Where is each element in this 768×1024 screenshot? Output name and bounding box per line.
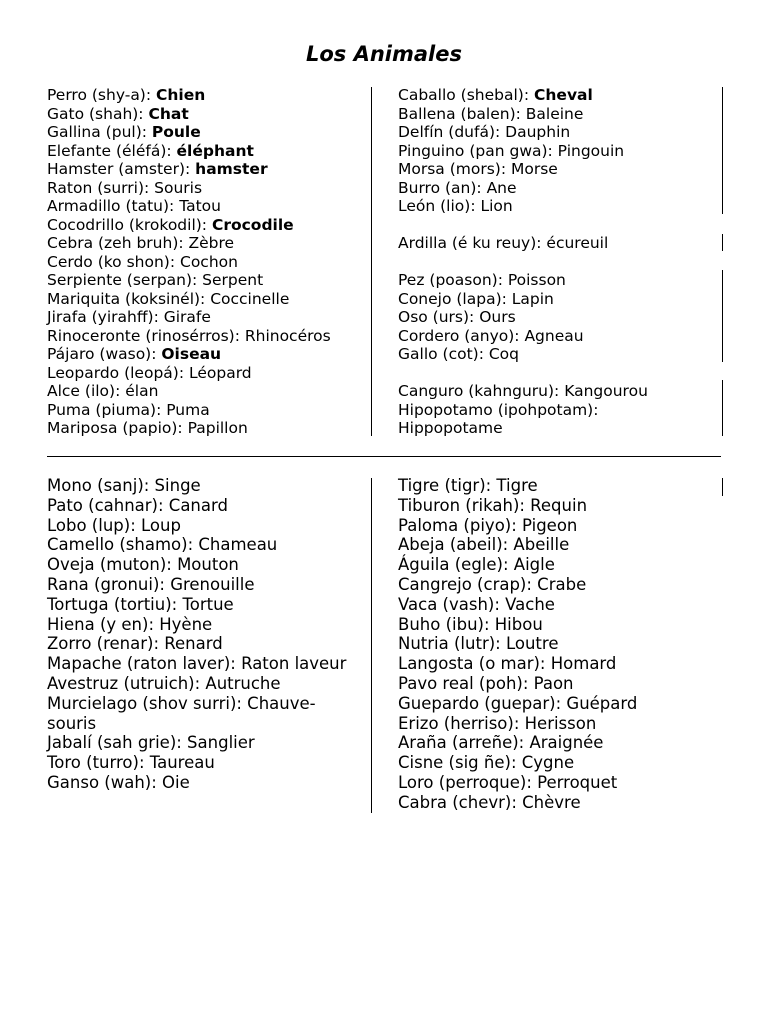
vocab-item	[398, 476, 637, 496]
vocab-text: Ardilla (é ku reuy): écureuil	[398, 234, 609, 252]
vocab-text: Oveja (muton): Mouton	[47, 555, 239, 575]
vocab-text: Mariquita (koksinél): Coccinelle	[47, 289, 290, 308]
vocab-item	[398, 753, 637, 773]
vocab-text: Loro (perroque): Perroquet	[398, 772, 618, 792]
vocab-item	[398, 595, 637, 615]
vocab-item	[47, 753, 347, 773]
french-word: Crocodile	[211, 215, 294, 234]
vocab-item	[47, 419, 331, 438]
vocab-text: Cangrejo (crap): Crabe	[398, 574, 587, 594]
vocab-item	[398, 793, 637, 813]
vocab-item	[398, 123, 648, 142]
vocab-text: Zorro (renar): Renard	[47, 634, 223, 654]
vocab-text: Leopardo (leopá): Léopard	[47, 363, 252, 382]
vocab-text: Cabra (chevr): Chèvre	[398, 792, 581, 812]
vocab-text: Cocodrillo (krokodil):	[47, 215, 212, 234]
vocab-text: Ganso (wah): Oie	[47, 772, 190, 792]
vocab-text: Serpiente (serpan): Serpent	[47, 271, 264, 289]
vocab-item	[398, 516, 637, 536]
vocab-text: Raton (surri): Souris	[47, 178, 203, 197]
vocab-text: Oso (urs): Ours	[398, 308, 516, 326]
spacer	[398, 364, 648, 383]
vocab-item	[47, 535, 347, 555]
vocab-text: Pinguino (pan gwa): Pingouin	[398, 141, 625, 160]
vocab-item	[47, 142, 331, 161]
vocab-text: Caballo (shebal):	[398, 86, 535, 104]
page-title: Los Animales	[305, 42, 462, 66]
vocab-item	[398, 714, 637, 734]
vocab-text: Puma (piuma): Puma	[47, 400, 210, 419]
vocab-text: Pato (cahnar): Canard	[47, 495, 228, 515]
vocab-item	[398, 773, 637, 793]
vocab-item	[398, 142, 648, 161]
vocab-text: Elefante (éléfá):	[47, 141, 177, 160]
vocab-text: Cisne (sig ñe): Cygne	[398, 753, 575, 773]
vocab-text: Jabalí (sah grie): Sanglier	[47, 733, 255, 753]
vocab-text: Canguro (kahnguru): Kangourou	[398, 382, 648, 400]
vocab-item	[398, 654, 637, 674]
vocab-item	[47, 615, 347, 635]
french-word: Oiseau	[161, 345, 222, 363]
vocab-item	[47, 123, 331, 142]
vocab-item	[47, 555, 347, 575]
vocab-item	[47, 401, 331, 420]
vocab-text: Cerdo (ko shon): Cochon	[47, 252, 238, 271]
vocab-text: Avestruz (utruich): Autruche	[47, 673, 281, 693]
vocab-text: Gato (shah):	[47, 104, 149, 123]
vocab-text: Guepardo (guepar): Guépard	[398, 693, 638, 713]
vocab-item	[47, 773, 347, 793]
vocab-item	[47, 234, 331, 253]
vocab-text: Gallina (pul):	[47, 123, 152, 141]
vocab-item	[398, 535, 637, 555]
vocab-text: Perro (shy-a):	[47, 86, 157, 104]
vocab-item	[398, 105, 648, 124]
right-border	[722, 478, 723, 496]
vocab-text: Murcielago (shov surri): Chauve-souris	[47, 693, 316, 733]
vocab-text: Lobo (lup): Loup	[47, 515, 181, 535]
vocab-item	[47, 575, 347, 595]
vocab-item	[398, 86, 648, 105]
vocab-item	[398, 234, 648, 253]
vocab-item	[47, 654, 347, 674]
vocab-text: Rana (gronui): Grenouille	[47, 574, 255, 594]
french-word: Poule	[151, 123, 201, 141]
vocab-item	[47, 290, 331, 309]
vocab-text: Camello (shamo): Chameau	[47, 535, 278, 555]
vocab-item	[47, 160, 331, 179]
vocab-item	[398, 308, 648, 327]
vocab-text: Araña (arreñe): Araignée	[398, 733, 604, 753]
vocab-text: Mariposa (papio): Papillon	[47, 419, 248, 437]
vocab-text: Morsa (mors): Morse	[398, 160, 558, 178]
spacer	[398, 216, 648, 235]
vocab-text: Toro (turro): Taureau	[47, 753, 215, 773]
vocab-item	[398, 290, 648, 309]
vocab-item	[47, 595, 347, 615]
vocab-item	[398, 345, 648, 364]
vocab-text: Erizo (herriso): Herisson	[398, 713, 597, 733]
vocab-text: Abeja (abeil): Abeille	[398, 535, 570, 555]
vocab-text: Vaca (vash): Vache	[398, 594, 555, 614]
vocab-text: Paloma (piyo): Pigeon	[398, 515, 578, 535]
vocab-item	[47, 694, 347, 734]
vocab-text: Cordero (anyo): Agneau	[398, 326, 584, 345]
vocab-item	[47, 253, 331, 272]
vocab-item	[47, 105, 331, 124]
vocab-item	[47, 382, 331, 401]
vocab-text: Hipopotamo (ipohpotam):	[398, 400, 599, 419]
vocab-text: Cebra (zeh bruh): Zèbre	[47, 234, 235, 252]
right-border	[722, 234, 723, 251]
right-border	[722, 380, 723, 436]
french-word: Cheval	[534, 86, 593, 104]
vocab-text: Burro (an): Ane	[398, 178, 517, 197]
section2-right-column	[398, 476, 637, 813]
vocab-item	[398, 327, 648, 346]
vocab-text: Pez (poason): Poisson	[398, 271, 566, 289]
french-word: Chien	[156, 86, 206, 104]
vocab-item	[47, 476, 347, 496]
section1-right-column	[398, 86, 648, 438]
vocab-item	[47, 216, 331, 235]
vocab-text: Águila (egle): Aigle	[398, 555, 555, 575]
vocab-text: Conejo (lapa): Lapin	[398, 289, 554, 308]
vocab-text: Nutria (lutr): Loutre	[398, 634, 559, 654]
column-divider	[371, 87, 372, 436]
vocab-text: Hamster (amster):	[47, 160, 196, 178]
vocab-item	[47, 674, 347, 694]
vocab-item	[47, 86, 331, 105]
vocab-item	[398, 615, 637, 635]
vocab-item	[398, 179, 648, 198]
vocab-text: León (lio): Lion	[398, 197, 513, 215]
vocab-text: Jirafa (yirahff): Girafe	[47, 308, 211, 326]
spacer	[398, 253, 648, 272]
section1-left-column	[47, 86, 331, 438]
vocab-item	[47, 496, 347, 516]
vocab-text: Delfín (dufá): Dauphin	[398, 123, 571, 141]
vocab-text: Tortuga (tortiu): Tortue	[47, 594, 234, 614]
vocab-text: Gallo (cot): Coq	[398, 345, 520, 363]
vocab-item	[398, 160, 648, 179]
vocab-item	[398, 496, 637, 516]
vocab-item	[398, 271, 648, 290]
section2-left-column	[47, 476, 347, 793]
column-divider	[371, 478, 372, 813]
french-word: éléphant	[176, 141, 254, 160]
vocab-item	[47, 308, 331, 327]
vocab-item	[47, 733, 347, 753]
vocab-item	[398, 419, 648, 438]
vocab-text: Ballena (balen): Baleine	[398, 104, 584, 123]
vocab-item	[47, 179, 331, 198]
vocab-item	[398, 382, 648, 401]
vocab-item	[47, 271, 331, 290]
vocab-text: Tigre (tigr): Tigre	[398, 476, 538, 495]
vocab-text: Langosta (o mar): Homard	[398, 654, 617, 674]
vocab-item	[47, 634, 347, 654]
vocab-item	[398, 694, 637, 714]
vocab-item	[47, 327, 331, 346]
section-divider	[47, 456, 721, 457]
right-border	[722, 270, 723, 362]
french-word: hamster	[195, 160, 268, 178]
vocab-item	[398, 197, 648, 216]
french-word: Chat	[148, 104, 189, 123]
vocab-text: Armadillo (tatu): Tatou	[47, 197, 221, 215]
vocab-text: Mapache (raton laver): Raton laveur	[47, 654, 347, 674]
vocab-item	[47, 516, 347, 536]
vocab-item	[398, 674, 637, 694]
vocab-text: Alce (ilo): élan	[47, 382, 159, 400]
vocab-text: Buho (ibu): Hibou	[398, 614, 543, 634]
vocab-item	[398, 555, 637, 575]
vocab-text: Hiena (y en): Hyène	[47, 614, 213, 634]
vocab-text: Mono (sanj): Singe	[47, 476, 201, 495]
vocab-item	[47, 197, 331, 216]
vocab-text: Tiburon (rikah): Requin	[398, 495, 588, 515]
vocab-item	[398, 401, 648, 420]
vocab-item	[398, 634, 637, 654]
right-border	[722, 87, 723, 214]
vocab-text: Pavo real (poh): Paon	[398, 673, 574, 693]
vocab-item	[47, 345, 331, 364]
vocab-text: Pájaro (waso):	[47, 345, 162, 363]
vocab-item	[398, 575, 637, 595]
vocab-item	[47, 364, 331, 383]
vocab-item	[398, 733, 637, 753]
vocab-text: Rinoceronte (rinosérros): Rhinocéros	[47, 326, 331, 345]
vocab-text: Hippopotame	[398, 419, 503, 437]
